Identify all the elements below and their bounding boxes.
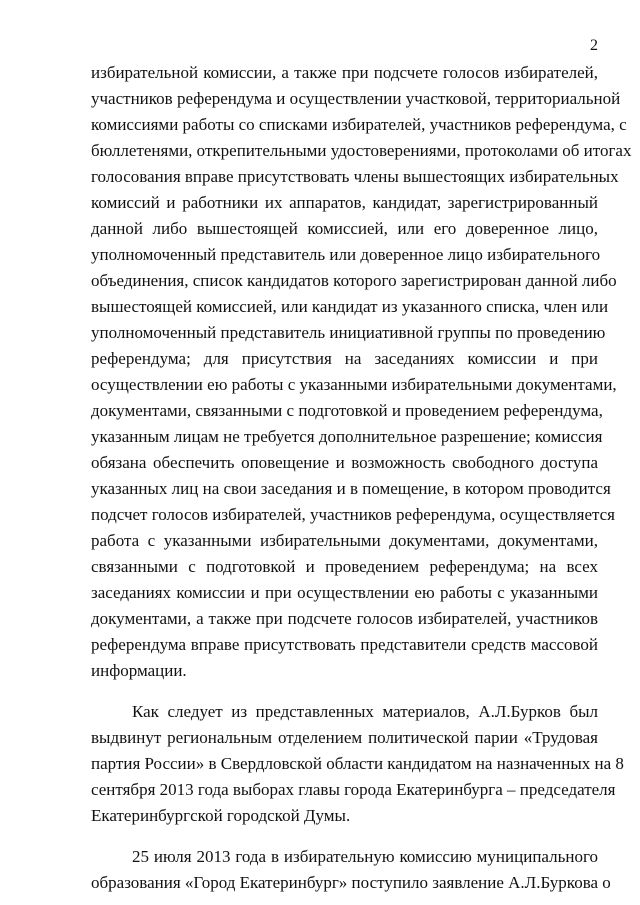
text-line: бюллетенями, открепительными удостоверениями, протоколами об итогах	[91, 141, 632, 160]
text-line: Как следует из представленных материалов, А.Л.Бурков был	[132, 702, 598, 721]
text-line: комиссий и работники их аппаратов, кандидат, зарегистрированный	[91, 193, 598, 212]
text-line: Екатеринбургской городской Думы.	[91, 806, 351, 825]
text-line: партия России» в Свердловской области кандидатом на назначенных на 8	[91, 754, 624, 773]
text-line: уполномоченный представитель или доверенное лицо избирательного	[91, 245, 601, 264]
document-body	[91, 60, 632, 896]
text-line: выдвинут региональным отделением политической парии «Трудовая	[91, 728, 598, 747]
text-line: голосования вправе присутствовать члены вышестоящих избирательных	[91, 167, 619, 186]
text-line: подсчет голосов избирателей, участников референдума, осуществляется	[91, 505, 615, 524]
text-line: избирательной комиссии, а также при подсчете голосов избирателей,	[91, 63, 598, 82]
text-line: информации.	[91, 661, 187, 680]
paragraph	[91, 844, 611, 896]
text-line: сентября 2013 года выборах главы города Екатеринбурга – председателя	[91, 780, 616, 799]
text-line: заседаниях комиссии и при осуществлении ею работы с указанными	[91, 583, 598, 602]
text-line: комиссиями работы со списками избирателей, участников референдума, с	[91, 115, 627, 134]
text-line: указанным лицам не требуется дополнительное разрешение; комиссия	[91, 427, 603, 446]
text-line: вышестоящей комиссией, или кандидат из указанного списка, член или	[91, 297, 609, 316]
page-number: 2	[590, 37, 598, 54]
paragraph-gap	[91, 684, 598, 699]
text-line: объединения, список кандидатов которого зарегистрирован данной либо	[91, 271, 617, 290]
text-line: 25 июля 2013 года в избирательную комиссию муниципального	[132, 847, 598, 866]
text-line: данной либо вышестоящей комиссией, или его доверенное лицо,	[91, 219, 598, 238]
paragraph-gap	[91, 829, 598, 844]
text-line: уполномоченный представитель инициативной группы по проведению	[91, 323, 606, 342]
text-line: обязана обеспечить оповещение и возможность свободного доступа	[91, 453, 598, 472]
text-line: образования «Город Екатеринбург» поступило заявление А.Л.Буркова о	[91, 873, 611, 892]
text-line: референдума вправе присутствовать представители средств массовой	[91, 635, 598, 654]
paragraph	[91, 60, 632, 684]
paragraph	[91, 699, 624, 829]
text-line: работа с указанными избирательными документами, документами,	[91, 531, 598, 550]
text-line: документами, а также при подсчете голосов избирателей, участников	[91, 609, 598, 628]
text-line: указанных лиц на свои заседания и в помещение, в котором проводится	[91, 479, 611, 498]
text-line: документами, связанными с подготовкой и проведением референдума,	[91, 401, 603, 420]
text-line: участников референдума и осуществлении участковой, территориальной	[91, 89, 621, 108]
text-line: осуществлении ею работы с указанными избирательными документами,	[91, 375, 617, 394]
text-line: референдума; для присутствия на заседаниях комиссии и при	[91, 349, 598, 368]
text-line: связанными с подготовкой и проведением референдума; на всех	[91, 557, 598, 576]
